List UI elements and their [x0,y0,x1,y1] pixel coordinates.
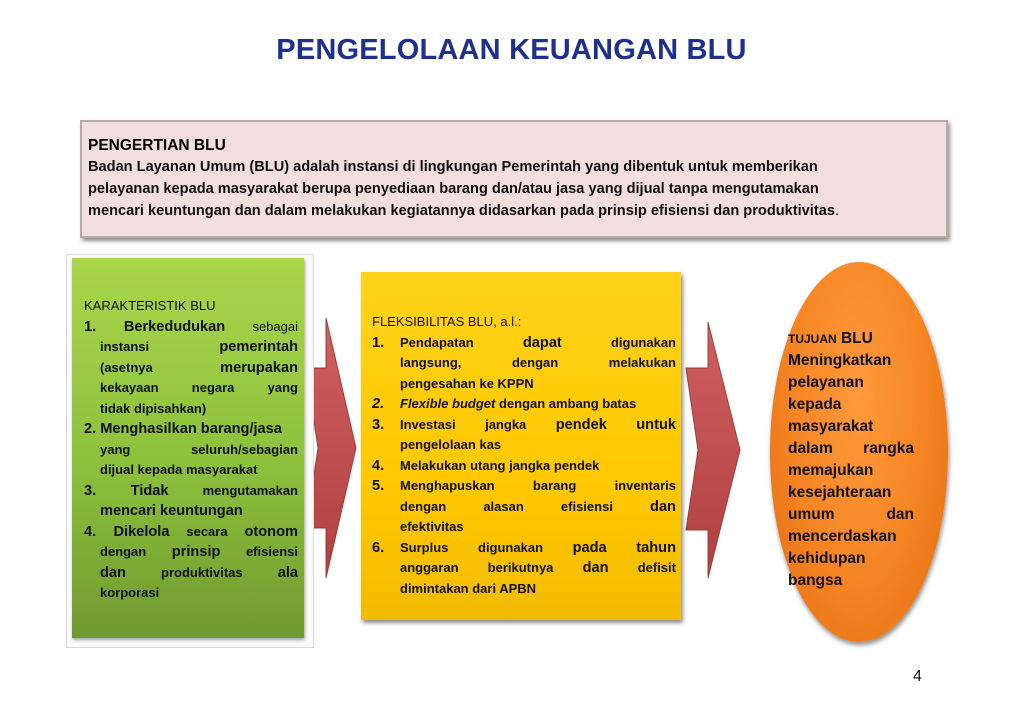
tujuan-content [788,328,914,592]
fleksibilitas-item-2: 2. Flexible budget dengan ambang batas [372,396,637,412]
karakteristik-item-4-line: dengan prinsip efisiensi [100,544,298,560]
definition-line: Badan Layanan Umum (BLU) adalah instansi di lingkungan Pemerintah yang dibentuk untuk memberikan [88,159,818,175]
karakteristik-item-1-line: tidak dipisahkan) [100,400,207,416]
tujuan-line: pelayanan [788,374,864,391]
fleksibilitas-item-6: 6. Surplus digunakan pada tahun anggaran berikutnya dan defisit dimintakan dari APBN [372,539,676,596]
definition-line: pelayanan kepada masyarakat berupa penyediaan barang dan/atau jasa yang dijual tanpa mengutamakan [88,181,819,197]
karakteristik-item-3: 3. Tidak mengutamakan [84,482,298,499]
karakteristik-item-4: 4. Dikelola secara otonom [84,523,298,540]
fleksibilitas-content [372,312,676,599]
page-title: PENGELOLAAN KEUANGAN BLU [276,34,747,66]
fleksibilitas-item-1: 1. Pendapatan dapat digunakan langsung, dengan melakukan pengesahan ke KPPN [372,334,676,391]
arrow-to-tujuan [686,322,740,578]
tujuan-heading: TUJUAN BLU [788,330,873,347]
karakteristik-item-3-line: mencari keuntungan [100,503,243,519]
fleksibilitas-item-4: 4. Melakukan utang jangka pendek [372,457,600,474]
karakteristik-item-4-line: korporasi [100,585,160,600]
karakteristik-item-2: 2. Menghasilkan barang/jasa [84,421,282,437]
karakteristik-content [84,296,298,604]
karakteristik-item-2-line: yang seluruh/sebagian [100,441,298,457]
fleksibilitas-item-5: 5. Menghapuskan barang inventaris dengan alasan efisiensi dan efektivitas [372,478,676,534]
tujuan-line: umum dan [788,506,914,523]
fleksibilitas-item-3: 3. Investasi jangka pendek untuk pengelolaan kas [372,416,676,452]
karakteristik-item-4-line: dan produktivitas ala [100,564,298,581]
tujuan-line: masyarakat [788,418,874,435]
tujuan-line: kesejahteraan [788,484,892,501]
fleksibilitas-heading: FLEKSIBILITAS BLU, a.l.: [372,314,522,329]
definition-line: mencari keuntungan dan dalam melakukan kegiatannya didasarkan pada prinsip efisiensi dan produktivitas. [88,203,840,219]
karakteristik-item-2-line: dijual kepada masyarakat [100,462,258,477]
tujuan-line: dalam rangka [788,440,914,457]
tujuan-line: Meningkatkan [788,352,892,369]
tujuan-line: kepada [788,396,842,413]
tujuan-line: bangsa [788,572,843,589]
karakteristik-heading: KARAKTERISTIK BLU [84,298,216,313]
karakteristik-item-1: 1. Berkedudukan sebagai [84,318,298,335]
page-number: 4 [913,668,922,685]
karakteristik-item-1-line: instansi pemerintah [100,339,298,355]
definition-heading: PENGERTIAN BLU [88,137,226,154]
karakteristik-item-1-line: (asetnya merupakan [100,359,298,376]
tujuan-line: kehidupan [788,550,866,567]
tujuan-line: memajukan [788,462,874,479]
karakteristik-item-1-line: kekayaan negara yang [100,380,298,395]
tujuan-line: mencerdaskan [788,528,897,545]
